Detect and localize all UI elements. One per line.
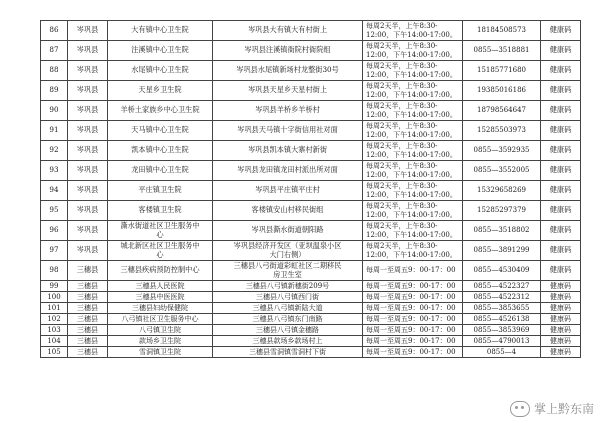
row-number: 89 <box>41 81 68 101</box>
address-cell: 三穗县八弓街道彩虹社区二期移民 房卫生室 <box>213 261 363 281</box>
health-code-label: 健康码 <box>541 261 581 281</box>
institution-name: 大有镇中心卫生院 <box>108 21 213 41</box>
phone-number: 15285297379 <box>463 201 541 221</box>
address-cell: 岑巩县羊桥乡羊桥村 <box>213 101 363 121</box>
institution-name: 澌水街道社区卫生服务中 心 <box>108 221 213 241</box>
service-hours: 每周2天半，上午8:30- 12:00，下午14:00-17:00。 <box>363 201 463 221</box>
table-row <box>41 141 581 161</box>
table-row <box>41 261 581 281</box>
county-cell: 岑巩县 <box>68 141 108 161</box>
phone-number: 15285503973 <box>463 121 541 141</box>
row-number: 100 <box>41 292 68 303</box>
row-number: 101 <box>41 303 68 314</box>
row-number: 92 <box>41 141 68 161</box>
service-hours: 每周2天半，上午8:30- 12:00，下午14:00-17:00。 <box>363 41 463 61</box>
county-cell: 三穗县 <box>68 336 108 347</box>
service-hours: 每周2天半，上午8:30- 12:00，下午14:00-17:00。 <box>363 101 463 121</box>
row-number: 102 <box>41 314 68 325</box>
county-cell: 岑巩县 <box>68 241 108 261</box>
table-row <box>41 41 581 61</box>
county-cell: 岑巩县 <box>68 201 108 221</box>
phone-number: 0855—4790013 <box>463 336 541 347</box>
institution-name: 平庄镇卫生院 <box>108 181 213 201</box>
clinic-table <box>40 20 581 358</box>
table-row <box>41 281 581 292</box>
watermark <box>510 400 594 417</box>
table-row <box>41 201 581 221</box>
service-hours: 每周一至周五9：00-17：00 <box>363 292 463 303</box>
row-number: 94 <box>41 181 68 201</box>
county-cell: 三穗县 <box>68 325 108 336</box>
row-number: 103 <box>41 325 68 336</box>
county-cell: 三穗县 <box>68 261 108 281</box>
address-cell: 岑巩县注溪镇衙院村衙院组 <box>213 41 363 61</box>
address-cell: 岑巩县平庄镇平庄村 <box>213 181 363 201</box>
table-row <box>41 101 581 121</box>
institution-name: 天马镇中心卫生院 <box>108 121 213 141</box>
table-row <box>41 81 581 101</box>
institution-name: 城北新区社区卫生服务中 心 <box>108 241 213 261</box>
service-hours: 每周2天半，上午8:30- 12:00，下午14:00-17:00。 <box>363 181 463 201</box>
row-number: 97 <box>41 241 68 261</box>
table-row <box>41 121 581 141</box>
table-row <box>41 61 581 81</box>
phone-number: 0855—3592935 <box>463 141 541 161</box>
address-cell: 岑巩县天星乡天星村街上 <box>213 81 363 101</box>
table-body <box>41 21 581 358</box>
phone-number: 0855—4530409 <box>463 261 541 281</box>
county-cell: 岑巩县 <box>68 21 108 41</box>
row-number: 99 <box>41 281 68 292</box>
phone-number: 0855—4522327 <box>463 281 541 292</box>
address-cell: 岑巩县龙田镇龙田村派出所对面 <box>213 161 363 181</box>
row-number: 87 <box>41 41 68 61</box>
address-cell: 三穗县八弓镇金穗路 <box>213 325 363 336</box>
address-cell: 岑巩县经济开发区（亚坝温泉小区 大门右侧） <box>213 241 363 261</box>
service-hours: 每周一至周五9：00-17：00 <box>363 347 463 358</box>
row-number: 104 <box>41 336 68 347</box>
health-code-label: 健康码 <box>541 161 581 181</box>
row-number: 88 <box>41 61 68 81</box>
county-cell: 三穗县 <box>68 303 108 314</box>
address-cell: 三穗县八弓镇东门南路 <box>213 314 363 325</box>
service-hours: 每周2天半，上午8:30- 12:00，下午14:00-17:00。 <box>363 241 463 261</box>
address-cell: 岑巩县澌水街道朝阳路 <box>213 221 363 241</box>
health-code-label: 健康码 <box>541 141 581 161</box>
service-hours: 每周一至周五9：00-17：00 <box>363 303 463 314</box>
institution-name: 龙田镇中心卫生院 <box>108 161 213 181</box>
phone-number: 0855—4522312 <box>463 292 541 303</box>
county-cell: 岑巩县 <box>68 161 108 181</box>
institution-name: 款场乡卫生院 <box>108 336 213 347</box>
institution-name: 三穗县疾病预防控制中心 <box>108 261 213 281</box>
county-cell: 岑巩县 <box>68 121 108 141</box>
address-cell: 岑巩县天马镇十字街信用社对面 <box>213 121 363 141</box>
service-hours: 每周2天半，上午8:30- 12:00，下午14:00-17:00。 <box>363 21 463 41</box>
institution-name: 八弓镇卫生院 <box>108 325 213 336</box>
phone-number: 0855—3853655 <box>463 303 541 314</box>
row-number: 95 <box>41 201 68 221</box>
health-code-label: 健康码 <box>541 292 581 303</box>
row-number: 91 <box>41 121 68 141</box>
row-number: 96 <box>41 221 68 241</box>
institution-name: 三穗县中医医院 <box>108 292 213 303</box>
county-cell: 三穗县 <box>68 292 108 303</box>
table-row <box>41 161 581 181</box>
service-hours: 每周一至周五9：00-17：00 <box>363 325 463 336</box>
table-row <box>41 21 581 41</box>
phone-number: 0855—3518802 <box>463 221 541 241</box>
service-hours: 每周一至周五9：00-17：00 <box>363 261 463 281</box>
health-code-label: 健康码 <box>541 314 581 325</box>
health-code-label: 健康码 <box>541 336 581 347</box>
address-cell: 岑巩县水尾镇新场村龙整街30号 <box>213 61 363 81</box>
institution-name: 羊桥土家族乡中心卫生院 <box>108 101 213 121</box>
phone-number: 0855—4526138 <box>463 314 541 325</box>
service-hours: 每周一至周五9：00-17：00 <box>363 281 463 292</box>
county-cell: 岑巩县 <box>68 61 108 81</box>
row-number: 90 <box>41 101 68 121</box>
health-code-label: 健康码 <box>541 81 581 101</box>
address-cell: 三穗县雪洞镇雪洞村下街 <box>213 347 363 358</box>
table-row <box>41 241 581 261</box>
county-cell: 岑巩县 <box>68 181 108 201</box>
health-code-label: 健康码 <box>541 347 581 358</box>
service-hours: 每周2天半，上午8:30- 12:00，下午14:00-17:00。 <box>363 61 463 81</box>
health-code-label: 健康码 <box>541 121 581 141</box>
health-code-label: 健康码 <box>541 325 581 336</box>
service-hours: 每周2天半，上午8:30- 12:00，下午14:00-17:00。 <box>363 221 463 241</box>
health-code-label: 健康码 <box>541 201 581 221</box>
phone-number: 18798564647 <box>463 101 541 121</box>
row-number: 98 <box>41 261 68 281</box>
phone-number: 15329658269 <box>463 181 541 201</box>
health-code-label: 健康码 <box>541 101 581 121</box>
institution-name: 水尾镇中心卫生院 <box>108 61 213 81</box>
row-number: 105 <box>41 347 68 358</box>
table-row <box>41 181 581 201</box>
institution-name: 雪洞镇卫生院 <box>108 347 213 358</box>
address-cell: 三穗县八弓镇新陆大道 <box>213 303 363 314</box>
health-code-label: 健康码 <box>541 181 581 201</box>
address-cell: 三穗县款场乡款场村上 <box>213 336 363 347</box>
address-cell: 客楼镇安山村移民街组 <box>213 201 363 221</box>
health-code-label: 健康码 <box>541 281 581 292</box>
address-cell: 三穗县八弓镇新穗街209号 <box>213 281 363 292</box>
institution-name: 天星乡卫生院 <box>108 81 213 101</box>
county-cell: 岑巩县 <box>68 101 108 121</box>
institution-name: 客楼镇卫生院 <box>108 201 213 221</box>
health-code-label: 健康码 <box>541 61 581 81</box>
county-cell: 三穗县 <box>68 347 108 358</box>
table-row <box>41 336 581 347</box>
document-page <box>40 20 580 358</box>
table-row <box>41 314 581 325</box>
health-code-label: 健康码 <box>541 241 581 261</box>
table-row <box>41 347 581 358</box>
phone-number: 18184508573 <box>463 21 541 41</box>
address-cell: 三穗县八弓镇西门街 <box>213 292 363 303</box>
institution-name: 八弓镇社区卫生服务中心 <box>108 314 213 325</box>
table-row <box>41 292 581 303</box>
table-row <box>41 303 581 314</box>
table-row <box>41 325 581 336</box>
address-cell: 岑巩县大有镇大有村街上 <box>213 21 363 41</box>
row-number: 93 <box>41 161 68 181</box>
service-hours: 每周一至周五9：00-17：00 <box>363 336 463 347</box>
institution-name: 凯本镇中心卫生院 <box>108 141 213 161</box>
county-cell: 三穗县 <box>68 281 108 292</box>
county-cell: 三穗县 <box>68 314 108 325</box>
health-code-label: 健康码 <box>541 303 581 314</box>
phone-number: 0855—3853969 <box>463 325 541 336</box>
table-row <box>41 221 581 241</box>
phone-number: 0855—4 <box>463 347 541 358</box>
address-cell: 岑巩县凯本镇大寨村新街 <box>213 141 363 161</box>
institution-name: 三穗县人民医院 <box>108 281 213 292</box>
county-cell: 岑巩县 <box>68 81 108 101</box>
phone-number: 19385016186 <box>463 81 541 101</box>
phone-number: 15185771680 <box>463 61 541 81</box>
health-code-label: 健康码 <box>541 221 581 241</box>
institution-name: 三穗县妇幼保健院 <box>108 303 213 314</box>
phone-number: 0855—3518881 <box>463 41 541 61</box>
phone-number: 0855—3552005 <box>463 161 541 181</box>
watermark-text: 掌上黔东南 <box>533 402 594 416</box>
service-hours: 每周一至周五9：00-17：00 <box>363 314 463 325</box>
health-code-label: 健康码 <box>541 21 581 41</box>
service-hours: 每周2天半，上午8:30- 12:00，下午14:00-17:00。 <box>363 161 463 181</box>
county-cell: 岑巩县 <box>68 41 108 61</box>
service-hours: 每周2天半，上午8:30- 12:00，下午14:00-17:00。 <box>363 141 463 161</box>
phone-number: 0855—3891299 <box>463 241 541 261</box>
row-number: 86 <box>41 21 68 41</box>
wechat-icon <box>510 401 530 417</box>
service-hours: 每周2天半，上午8:30- 12:00，下午14:00-17:00。 <box>363 81 463 101</box>
county-cell: 岑巩县 <box>68 221 108 241</box>
institution-name: 注溪镇中心卫生院 <box>108 41 213 61</box>
service-hours: 每周2天半，上午8:30- 12:00，下午14:00-17:00。 <box>363 121 463 141</box>
health-code-label: 健康码 <box>541 41 581 61</box>
